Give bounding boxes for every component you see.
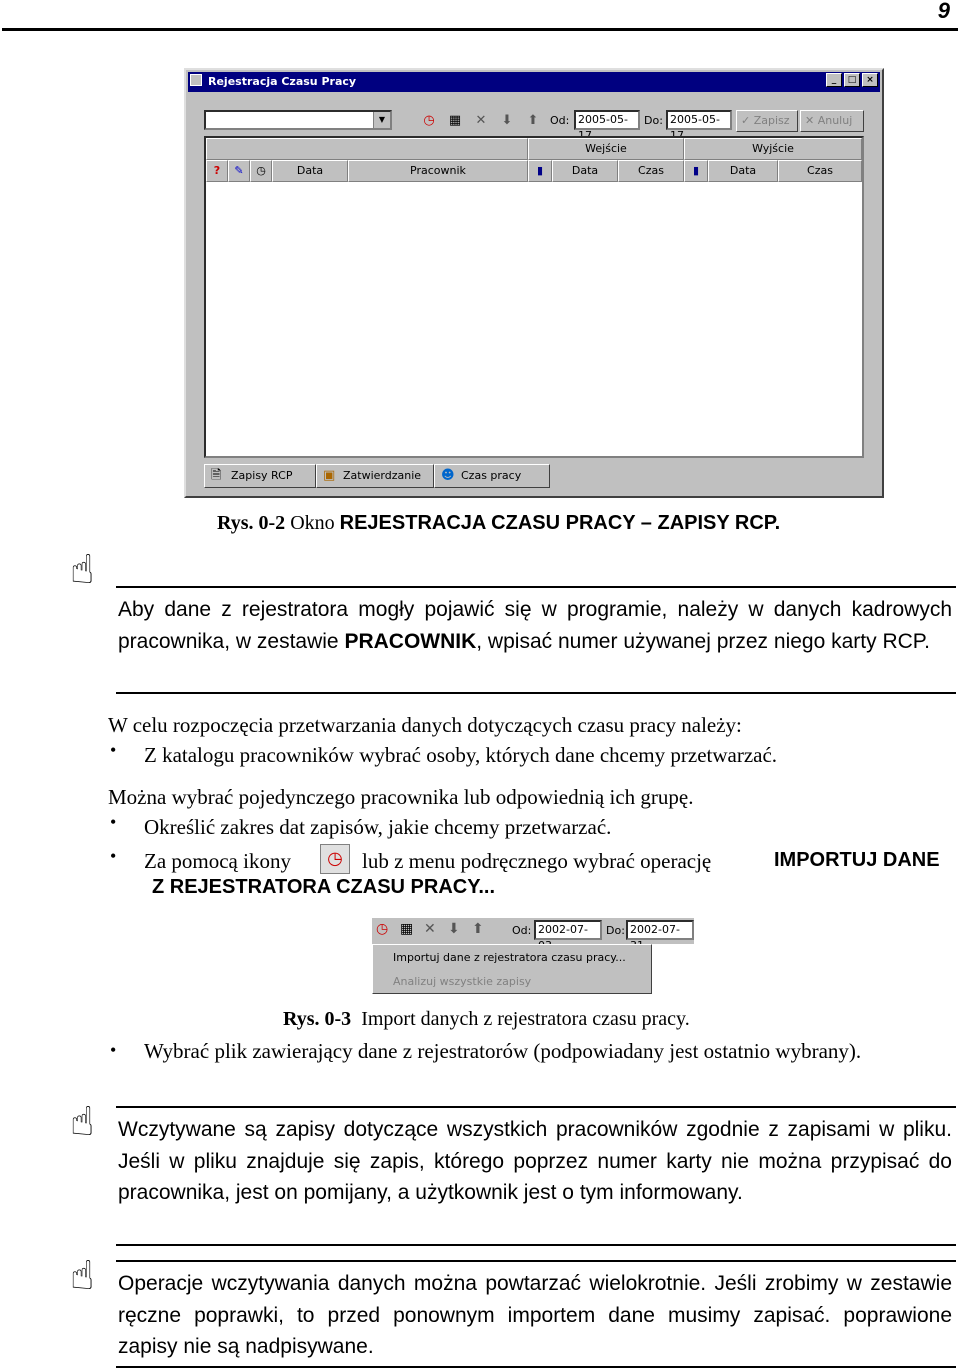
arrow-up-icon: ⬆ xyxy=(472,921,484,937)
door-in-icon: ▮ xyxy=(528,160,552,182)
arrow-down-icon: ⬇ xyxy=(448,921,460,937)
clock-icon: ◷ xyxy=(250,160,272,182)
tab-zapisy-rcp[interactable]: 🗎 Zapisy RCP xyxy=(204,464,316,488)
do-label: Do: xyxy=(606,924,625,937)
note-1: Aby dane z rejestratora mogły pojawić się w programie, należy w danych kadrowych pracownika, w zestawie PRACOWNIK, wpisać numer używanej przez niego karty RCP. xyxy=(118,598,952,653)
do-date-input[interactable]: 2005-05- xyxy=(666,110,732,130)
delete-icon[interactable]: ✕ xyxy=(475,113,487,128)
note-rule-top xyxy=(116,586,956,588)
pen-icon: ✎ xyxy=(228,160,250,182)
do-date-input[interactable]: 2002-07- xyxy=(626,920,694,940)
window-titlebar xyxy=(188,72,880,92)
header-wyj-data[interactable]: Data xyxy=(708,160,778,182)
cancel-button[interactable]: ✕ Anuluj xyxy=(800,110,864,132)
figure-caption-2: Rys. 0-3 Import danych z rejestratora czasu pracy. xyxy=(283,1008,690,1030)
small-toolbar xyxy=(372,918,694,944)
header-wej-czas[interactable]: Czas xyxy=(618,160,684,182)
header-pracownik[interactable]: Pracownik xyxy=(348,160,528,182)
person-clock-icon: ☻ xyxy=(441,468,455,483)
note-3: Operacje wczytywania danych można powtarzać wielokrotnie. Jeśli zrobimy w zestawie ręczne poprawki, to przed ponownym importem dane musimy zapisać. poprawione zapisy nie są nadpisywane. xyxy=(118,1272,952,1358)
step-4: Wybrać plik zawierający dane z rejestratorów (podpowiadany jest ostatnio wybrany). xyxy=(144,1039,862,1063)
clock-import-icon: ◷ xyxy=(320,844,350,874)
note-rule-top xyxy=(116,1106,956,1108)
context-menu-figure xyxy=(372,918,694,994)
step-3-op: IMPORTUJ DANE xyxy=(774,849,940,871)
clock-import-icon[interactable]: ◷ xyxy=(423,113,435,128)
menu-item-import[interactable]: Importuj dane z rejestratora czasu pracy... xyxy=(393,951,626,964)
step-1-note: Można wybrać pojedynczego pracownika lub odpowiednią ich grupę. xyxy=(108,785,694,809)
bullet-icon: • xyxy=(110,846,117,866)
rcp-window xyxy=(184,68,884,498)
save-button[interactable]: ✓ Zapisz xyxy=(736,110,798,132)
grid-icon[interactable]: ▦ xyxy=(448,113,462,128)
do-label: Do: xyxy=(644,114,663,127)
app-icon xyxy=(190,74,202,86)
step-3: Za pomocą ikony xyxy=(144,849,291,873)
top-rule xyxy=(2,28,958,31)
note-rule-top xyxy=(116,1260,956,1262)
header-wejscie: Wejście xyxy=(528,138,684,160)
menu-item-analyze[interactable]: Analizuj wszystkie zapisy xyxy=(393,975,532,988)
figure-caption-1: Rys. 0-2 Okno REJESTRACJA CZASU PRACY – ZAPISY RCP. xyxy=(217,512,781,534)
maximize-button[interactable]: □ xyxy=(844,73,860,87)
step-1: Z katalogu pracowników wybrać osoby, których dane chcemy przetwarzać. xyxy=(144,743,778,767)
pointing-hand-icon: ☝ xyxy=(70,547,95,593)
calendar-icon: ▣ xyxy=(323,468,336,483)
bullet-icon: • xyxy=(110,1040,117,1060)
minimize-button[interactable]: _ xyxy=(826,73,842,87)
page-number: 9 xyxy=(937,0,950,23)
header-data[interactable]: Data xyxy=(272,160,348,182)
window-title: Rejestracja Czasu Pracy xyxy=(208,75,357,88)
note-rule-bottom xyxy=(116,1244,956,1246)
note-2: Wczytywane są zapisy dotyczące wszystkich pracowników zgodnie z zapisami w pliku. Jeśli w pliku znajduje się zapis, którego poprzez numer karty nie można przypisać do pracownika, jest on pomijany, a użytkownik jest o tym informowany. xyxy=(118,1118,952,1204)
context-menu xyxy=(372,944,652,994)
filter-combo[interactable] xyxy=(204,110,392,130)
records-grid[interactable] xyxy=(204,136,864,458)
header-wej-data[interactable]: Data xyxy=(552,160,618,182)
clock-import-icon: ◷ xyxy=(376,921,389,937)
header-wyj-czas[interactable]: Czas xyxy=(778,160,862,182)
bullet-icon: • xyxy=(110,740,117,760)
close-button[interactable]: × xyxy=(862,73,878,87)
header-blank xyxy=(206,138,528,160)
question-icon: ? xyxy=(206,160,228,182)
delete-icon: ✕ xyxy=(424,921,436,937)
step-2: Określić zakres dat zapisów, jakie chcemy przetwarzać. xyxy=(144,815,612,839)
chevron-down-icon[interactable]: ▼ xyxy=(373,112,390,128)
pointing-hand-icon: ☝ xyxy=(70,1253,95,1299)
arrow-down-icon[interactable]: ⬇ xyxy=(501,113,513,128)
header-wyjscie: Wyjście xyxy=(684,138,862,160)
note-rule-bottom xyxy=(116,692,956,694)
bullet-icon: • xyxy=(110,812,117,832)
od-date-input[interactable]: 2002-07- xyxy=(534,920,602,940)
note-rule-bottom xyxy=(116,1366,956,1368)
step-3-op-cont: Z REJESTRATORA CZASU PRACY... xyxy=(152,876,495,898)
od-label: Od: xyxy=(550,114,570,127)
tab-zatwierdzanie[interactable]: ▣ Zatwierdzanie xyxy=(316,464,434,488)
intro-text: W celu rozpoczęcia przetwarzania danych dotyczących czasu pracy należy: xyxy=(108,713,742,737)
tab-czas-pracy[interactable]: ☻ Czas pracy xyxy=(434,464,550,488)
od-label: Od: xyxy=(512,924,532,937)
door-out-icon: ▮ xyxy=(684,160,708,182)
od-date-input[interactable]: 2005-05- xyxy=(574,110,640,130)
pointing-hand-icon: ☝ xyxy=(70,1099,95,1145)
step-3-mid: lub z menu podręcznego wybrać operację xyxy=(362,849,712,873)
document-icon: 🗎 xyxy=(211,468,222,483)
arrow-up-icon[interactable]: ⬆ xyxy=(527,113,539,128)
grid-icon: ▦ xyxy=(400,921,414,937)
